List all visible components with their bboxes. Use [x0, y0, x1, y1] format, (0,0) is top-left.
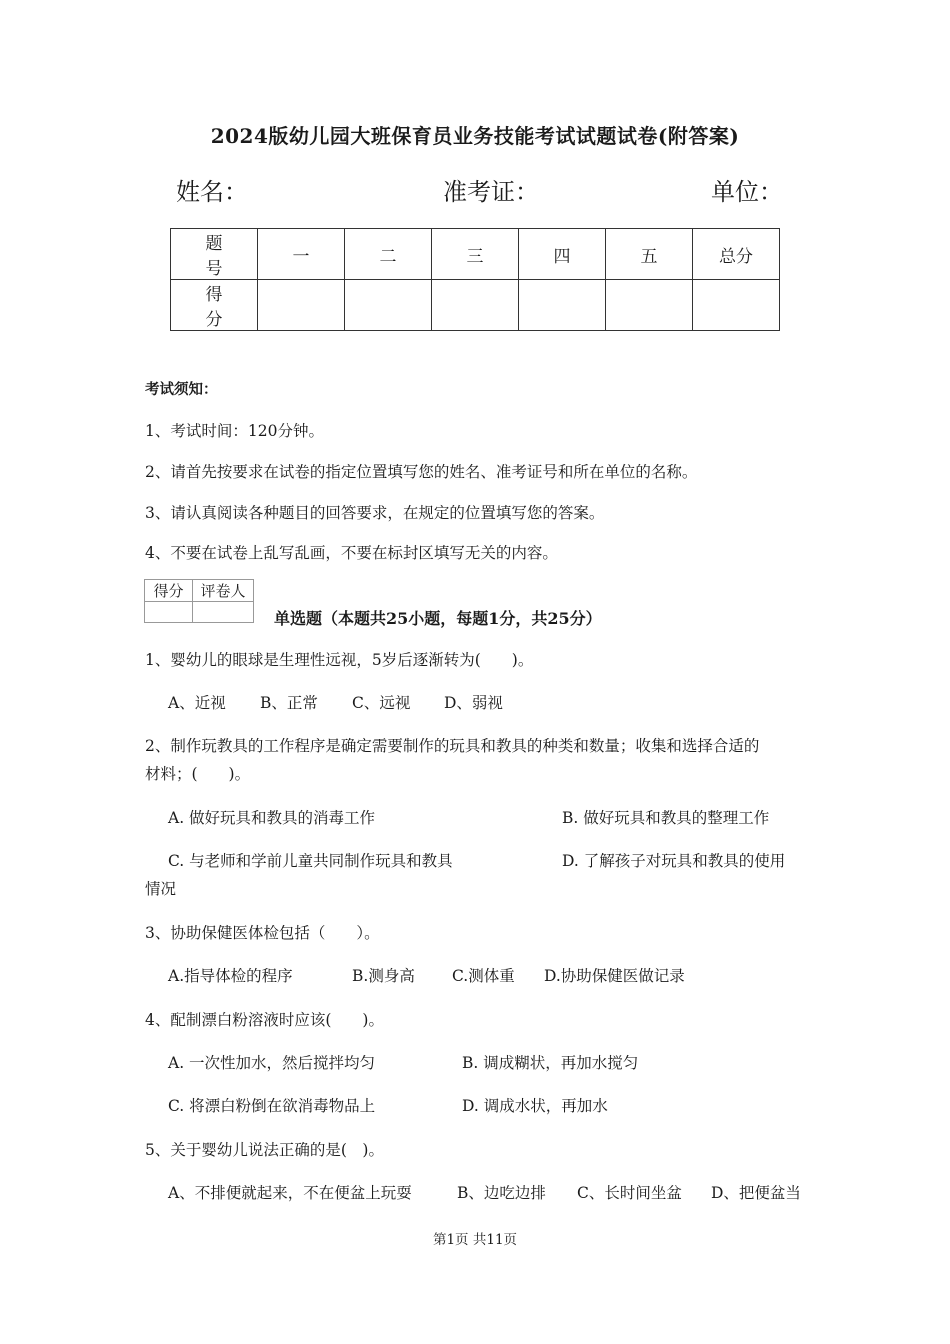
- option[interactable]: B. 做好玩具和教具的整理工作: [562, 809, 770, 827]
- score-cell[interactable]: [258, 280, 345, 331]
- notice-item: 1、考试时间：120分钟。: [145, 422, 324, 440]
- grader-name-label: 评卷人: [193, 580, 254, 602]
- option[interactable]: C. 将漂白粉倒在欲消毒物品上: [168, 1097, 376, 1115]
- score-row-label: 得 分: [171, 280, 258, 331]
- option[interactable]: D. 了解孩子对玩具和教具的使用: [562, 852, 786, 870]
- option[interactable]: B、正常: [260, 694, 318, 712]
- score-header-cell: 五: [606, 229, 693, 280]
- score-header-cell: 二: [345, 229, 432, 280]
- question-stem: 4、配制漂白粉溶液时应该( )。: [145, 1011, 384, 1029]
- option[interactable]: D、把便盆当: [711, 1184, 801, 1202]
- option[interactable]: A. 一次性加水，然后搅拌均匀: [168, 1054, 376, 1072]
- option[interactable]: D.协助保健医做记录: [544, 967, 685, 985]
- option[interactable]: D、弱视: [444, 694, 503, 712]
- grader-score-cell[interactable]: [145, 602, 193, 623]
- grader-name-cell[interactable]: [193, 602, 254, 623]
- notice-heading: 考试须知：: [145, 381, 218, 398]
- option[interactable]: C.测体重: [452, 967, 515, 985]
- question-stem: 5、关于婴幼儿说法正确的是( )。: [145, 1141, 384, 1159]
- notice-item: 2、请首先按要求在试卷的指定位置填写您的姓名、准考证号和所在单位的名称。: [145, 463, 698, 481]
- option[interactable]: D. 调成水状，再加水: [462, 1097, 608, 1115]
- score-table: [170, 228, 780, 331]
- grader-box: [144, 579, 254, 623]
- grader-score-label: 得分: [145, 580, 193, 602]
- score-cell[interactable]: [606, 280, 693, 331]
- option[interactable]: B.测身高: [352, 967, 415, 985]
- exam-id-field-label: 准考证：: [443, 178, 539, 206]
- page-footer: 第1页 共11页: [432, 1232, 518, 1248]
- option-continued: 情况: [145, 880, 177, 898]
- option[interactable]: A、不排便就起来，不在便盆上玩耍: [168, 1184, 412, 1202]
- option[interactable]: A.指导体检的程序: [168, 967, 293, 985]
- score-header-cell: 四: [519, 229, 606, 280]
- score-header-cell: 总分: [693, 229, 780, 280]
- option[interactable]: C、远视: [352, 694, 411, 712]
- score-cell[interactable]: [519, 280, 606, 331]
- unit-field-label: 单位：: [711, 178, 783, 206]
- name-field-label: 姓名：: [176, 178, 248, 206]
- notice-item: 4、不要在试卷上乱写乱画，不要在标封区填写无关的内容。: [145, 544, 558, 562]
- option[interactable]: C. 与老师和学前儿童共同制作玩具和教具: [168, 852, 453, 870]
- option[interactable]: C、长时间坐盆: [577, 1184, 682, 1202]
- score-header-cell: 一: [258, 229, 345, 280]
- question-stem-continued: 材料；( )。: [145, 765, 251, 783]
- option[interactable]: B. 调成糊状，再加水搅匀: [462, 1054, 639, 1072]
- score-table-header-row: [171, 229, 780, 280]
- option[interactable]: A. 做好玩具和教具的消毒工作: [168, 809, 376, 827]
- score-table-score-row: [171, 280, 780, 331]
- score-cell[interactable]: [345, 280, 432, 331]
- question-stem: 1、婴幼儿的眼球是生理性远视，5岁后逐渐转为( )。: [145, 651, 534, 669]
- question-stem: 2、制作玩教具的工作程序是确定需要制作的玩具和教具的种类和数量；收集和选择合适的: [145, 737, 760, 755]
- notice-item: 3、请认真阅读各种题目的回答要求，在规定的位置填写您的答案。: [145, 504, 605, 522]
- score-header-cell: 题 号: [171, 229, 258, 280]
- section-title: 单选题（本题共25小题，每题1分，共25分）: [274, 609, 602, 628]
- score-header-cell: 三: [432, 229, 519, 280]
- exam-title: 2024版幼儿园大班保育员业务技能考试试题试卷(附答案): [210, 124, 740, 148]
- question-stem: 3、协助保健医体检包括（ ）。: [145, 924, 380, 942]
- option[interactable]: B、边吃边排: [457, 1184, 546, 1202]
- score-cell[interactable]: [432, 280, 519, 331]
- option[interactable]: A、近视: [168, 694, 226, 712]
- score-cell[interactable]: [693, 280, 780, 331]
